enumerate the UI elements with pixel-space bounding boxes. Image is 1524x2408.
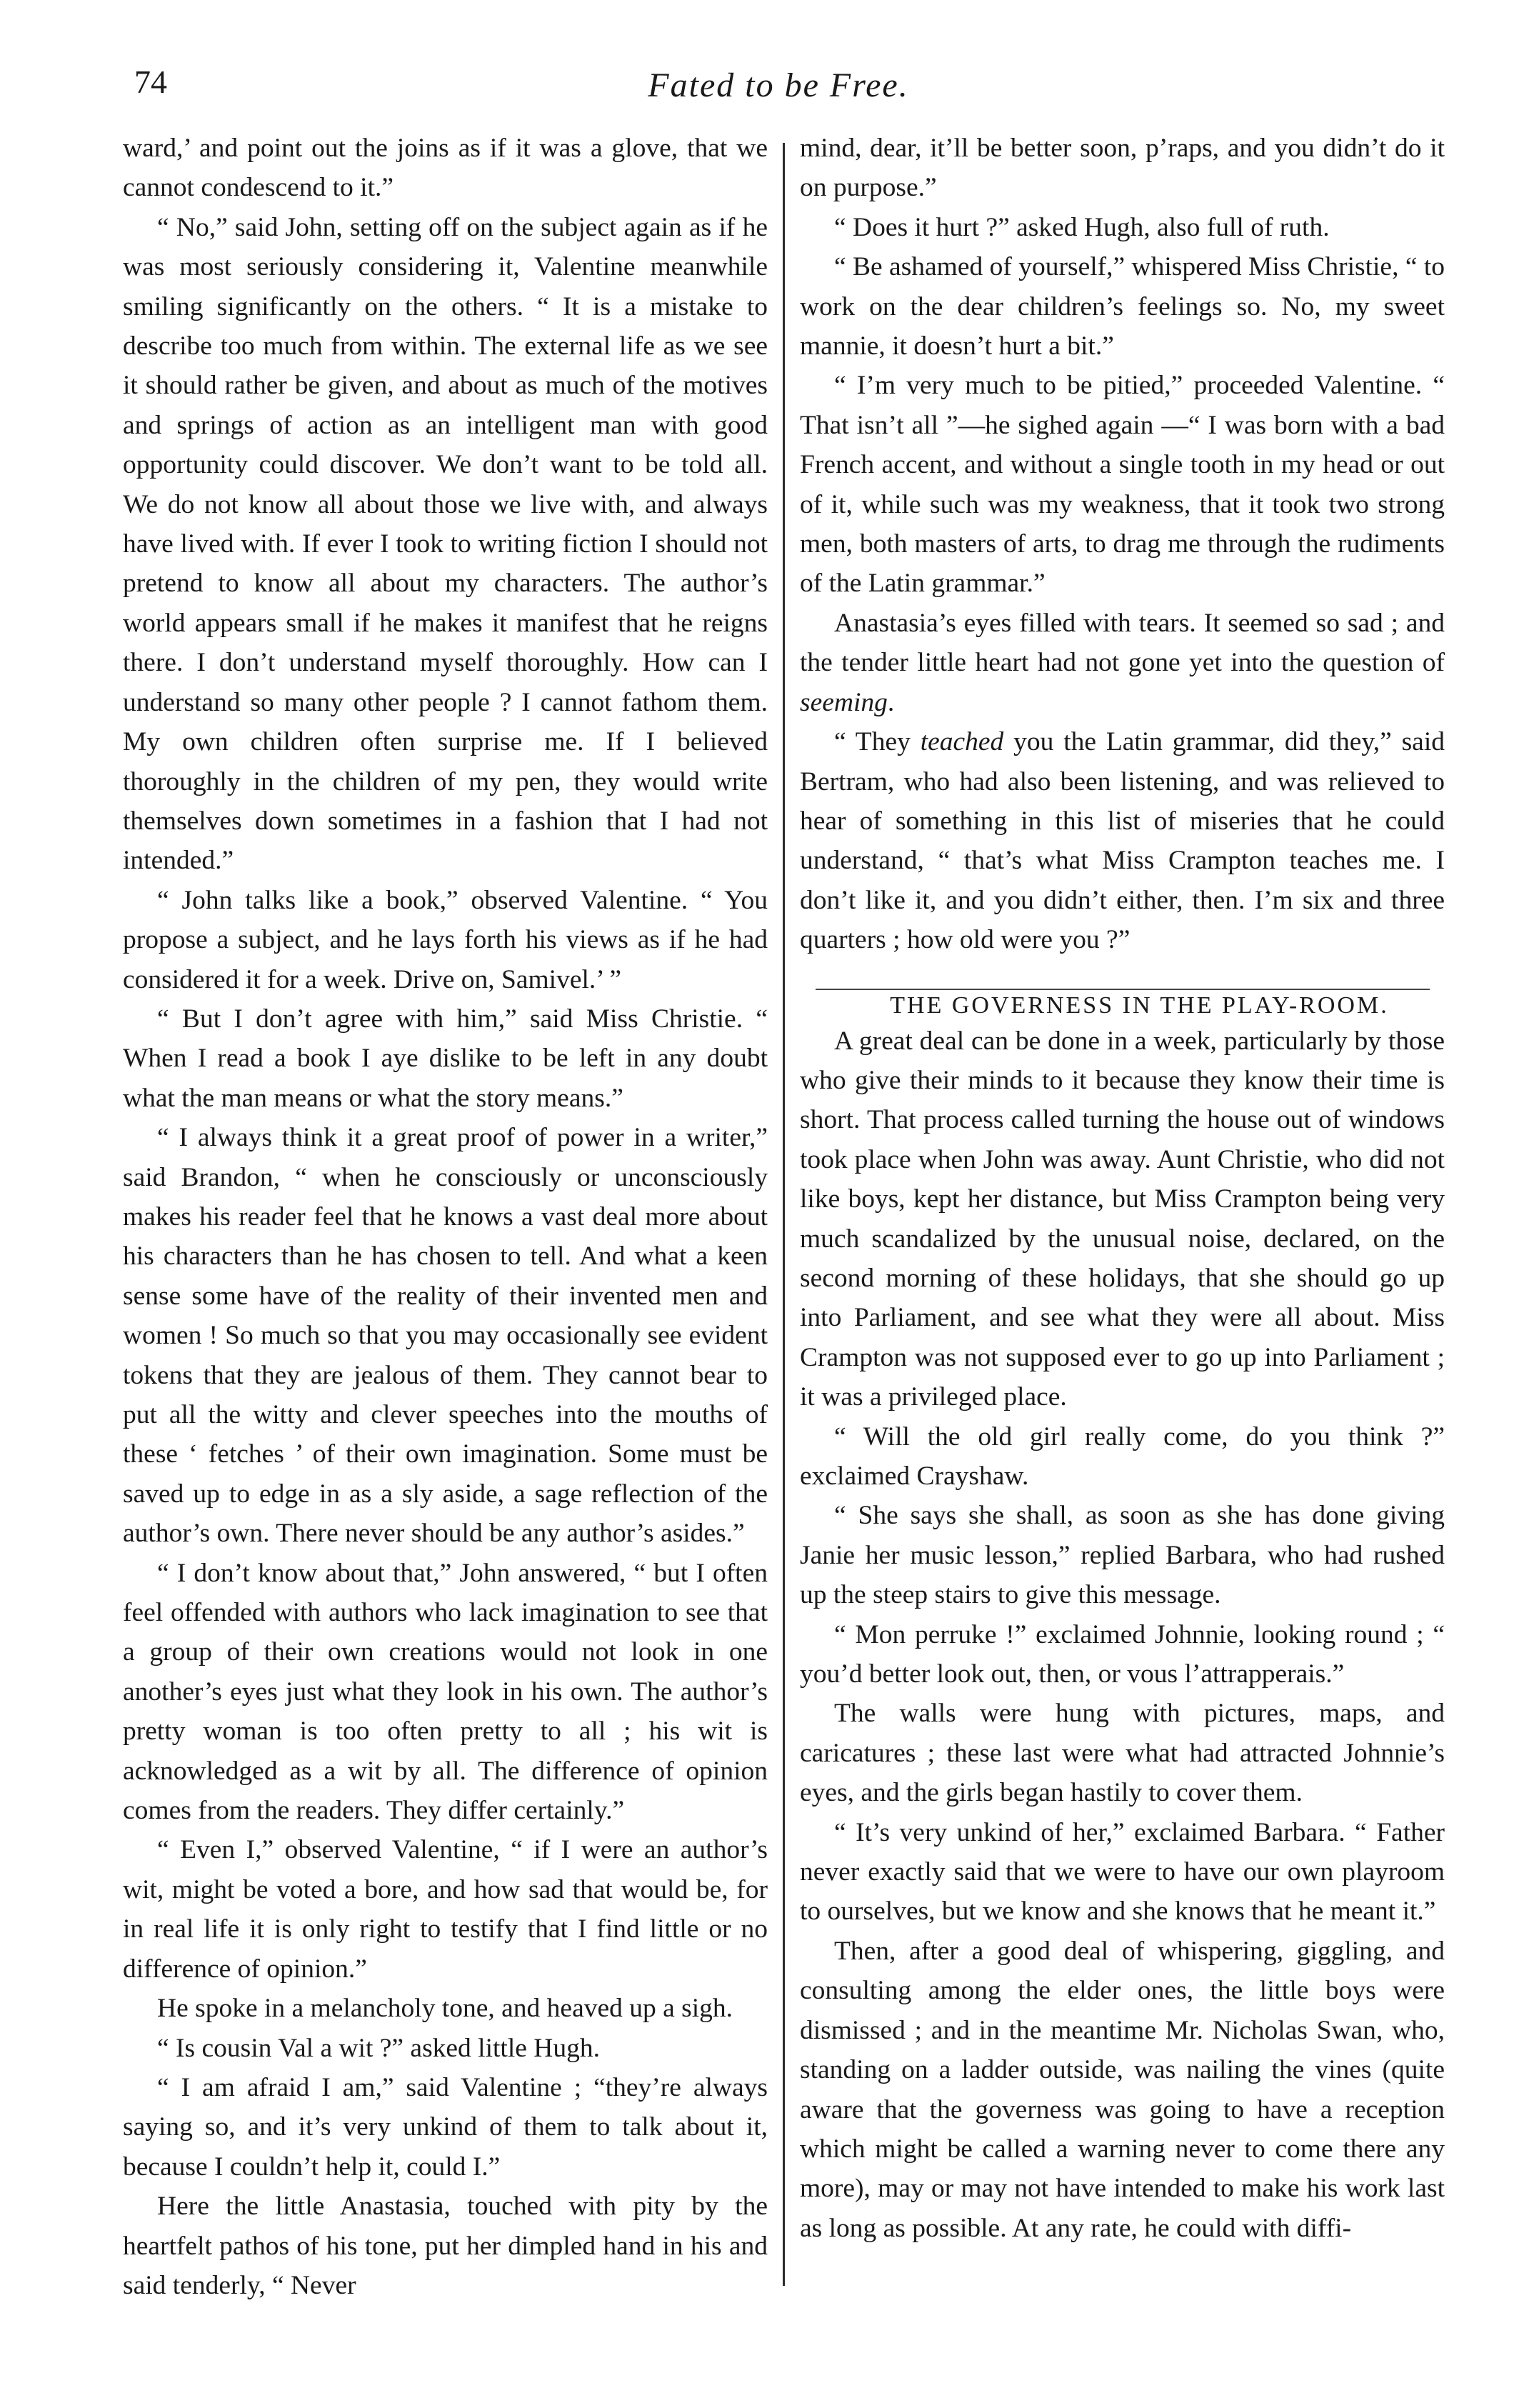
page-header (121, 56, 1435, 113)
paragraph: A great deal can be done in a week, particularly by those who give their minds to it because they know their time is short. That process called turning the house out of windows took place when John was away. Aunt Christie, who did not like boys, kept her distance, but Miss Crampton being very much scandalized by the unusual noise, declared, on the second morning of these holidays, that she should go up into Parliament, and see what they were all about. Miss Crampton was not supposed ever to go up into Parliament ; it was a privileged place. (800, 1026, 1445, 1412)
paragraph: “ I’m very much to be pitied,” proceeded Valentine. “ That isn’t all ”—he sighed again —“ I was born with a bad French accent, and without a single tooth in my head or out of it, while such was my weakness, that it took two strong men, both masters of arts, to drag me through the rudiments of the Latin grammar.” (800, 371, 1445, 599)
paragraph: Then, after a good deal of whispering, giggling, and consulting among the elder ones, the little boys were dismissed ; and in the meantime Mr. Nicholas Swan, who, standing on a ladder outside, was nailing the vines (quite aware that the governess was going to have a reception which might be called a warning never to come there any more), may or may not have intended to make his work last as long as possible. At any rate, he could with diffi- (800, 1936, 1445, 2243)
paragraph: “ Even I,” observed Valentine, “ if I were an author’s wit, might be voted a bore, and how sad that would be, for in real life it is only right to testify that I find little or no difference of opinion.” (123, 1835, 768, 1984)
right-column (800, 129, 1445, 2248)
text-run: Anastasia’s eyes filled with tears. It seemed so sad ; and the tender little heart had not gone yet into the question of (800, 608, 1445, 678)
left-column (123, 129, 768, 2305)
paragraph: “ Is cousin Val a wit ?” asked little Hugh. (157, 2033, 600, 2063)
paragraph: “ I don’t know about that,” John answered, “ but I often feel offended with authors who lack imagination to see that a group of their own creations would not look in one another’s eyes just what they look in his own. The author’s pretty woman is too often pretty to all ; his wit is acknowledged as a wit by all. The difference of opinion comes from the readers. They differ certainly.” (123, 1558, 768, 1826)
paragraph (800, 604, 1445, 722)
paragraph (800, 722, 1445, 959)
paragraph: The walls were hung with pictures, maps, and caricatures ; these last were what had attracted Johnnie’s eyes, and the girls began hastily to cover them. (800, 1699, 1445, 1808)
italic-word: seeming (800, 687, 888, 717)
text-run: “ They (834, 727, 921, 757)
column-divider (783, 143, 785, 2286)
paragraph: “ Mon perruke !” exclaimed Johnnie, looking round ; “ you’d better look out, then, or vous l’attrapperais.” (800, 1619, 1445, 1689)
paragraph: “ Be ashamed of yourself,” whispered Miss Christie, “ to work on the dear children’s feelings so. No, my sweet mannie, it doesn’t hurt a bit.” (800, 252, 1445, 361)
paragraph: “ No,” said John, setting off on the subject again as if he was most seriously considering it, Valentine meanwhile smiling significantly on the others. “ It is a mistake to describe too much from within. The external life as we see it should rather be given, and about as much of the motives and springs of action as an intelligent man with good opportunity could discover. We don’t want to be told all. We do not know all about those we live with, and always have lived with. If ever I took to writing fiction I should not pretend to know all about my characters. The author’s world appears small if he makes it manifest that he reigns there. I don’t understand myself thoroughly. How can I understand so many other people ? I cannot fathom them. My own children often surprise me. If I believed thoroughly in the children of my pen, they would write themselves down sometimes in a fashion that I had not intended.” (123, 212, 768, 876)
running-title: Fated to be Free. (648, 66, 909, 104)
paragraph: “ Will the old girl really come, do you think ?” exclaimed Crayshaw. (800, 1422, 1445, 1491)
paragraph: “ It’s very unkind of her,” exclaimed Barbara. “ Father never exactly said that we were to have our own playroom to ourselves, but we know and she knows that he meant it.” (800, 1817, 1445, 1927)
paragraph: mind, dear, it’ll be better soon, p’raps, and you didn’t do it on purpose.” (800, 134, 1445, 203)
paragraph: He spoke in a melancholy tone, and heaved up a sigh. (157, 1994, 733, 2024)
paragraph: “ I am afraid I am,” said Valentine ; “they’re always saying so, and it’s very unkind of them to talk about it, because I couldn’t help it, could I.” (123, 2072, 768, 2182)
paragraph: Here the little Anastasia, touched with pity by the heartfelt pathos of his tone, put her dimpled hand in his and said tenderly, “ Never (123, 2192, 768, 2300)
page-number: 74 (134, 64, 167, 100)
text-run: you the Latin grammar, did they,” said Bertram, who had also been listening, and was relieved to hear of something in this list of miseries that he could understand, “ that’s what Miss Crampton teaches me. I don’t like it, and you didn’t either, then. I’m six and three quarters ; how old were you ?” (800, 727, 1445, 955)
paragraph: “ John talks like a book,” observed Valentine. “ You propose a subject, and he lays forth his views as if he had considered it for a week. Drive on, Samivel.’ ” (123, 885, 768, 994)
italic-word: teached (920, 727, 1004, 757)
section-heading: THE GOVERNESS IN THE PLAY-ROOM. (890, 991, 1389, 1019)
paragraph: “ But I don’t agree with him,” said Miss Christie. “ When I read a book I aye dislike to be left in any doubt what the man means or what the story means.” (123, 1004, 768, 1113)
paragraph: “ Does it hurt ?” asked Hugh, also full of ruth. (834, 212, 1330, 242)
paragraph: “ I always think it a great proof of power in a writer,” said Brandon, “ when he consciously or unconsciously makes his reader feel that he knows a vast deal more about his characters than he has chosen to tell. And what a keen sense some have of the reality of their invented men and women ! So much so that you may occasionally see evident tokens that they are jealous of them. They cannot bear to put all the witty and clever speeches into the mouths of these ‘ fetches ’ of their own imagination. Some must be saved up to edge in as a sly aside, a sage reflection of the author’s own. There never should be any author’s asides.” (123, 1123, 768, 1549)
text-run: . (887, 687, 895, 717)
paragraph: ward,’ and point out the joins as if it was a glove, that we cannot condescend to it.” (123, 134, 768, 203)
paragraph: “ She says she shall, as soon as she has done giving Janie her music lesson,” replied Barbara, who had rushed up the steep stairs to give this message. (800, 1501, 1445, 1610)
